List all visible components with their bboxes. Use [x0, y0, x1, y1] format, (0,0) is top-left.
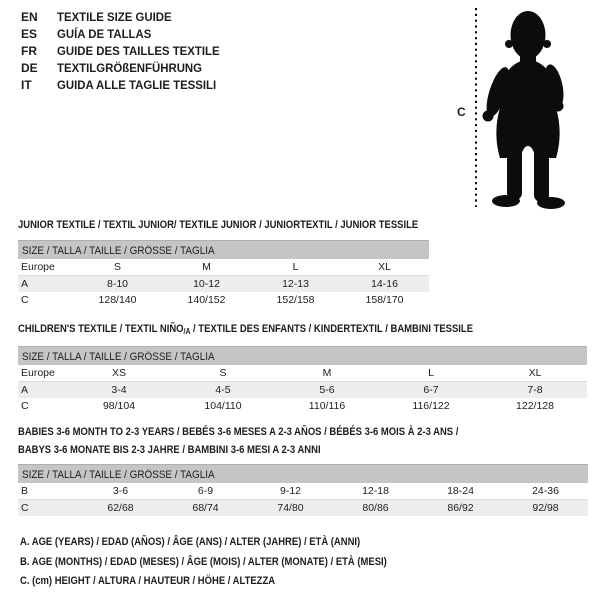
table-cell: 9-12 — [279, 485, 301, 497]
baby-silhouette — [482, 11, 567, 209]
table-row-age — [18, 276, 429, 293]
table-cell: 128/140 — [98, 294, 137, 306]
table-cell: 116/122 — [412, 400, 450, 412]
table-cell: S — [219, 367, 227, 379]
table-cell: 74/80 — [248, 500, 333, 517]
language-code: EN — [21, 10, 38, 24]
table-cell: 158/170 — [365, 294, 404, 306]
row-label: Europe — [21, 367, 55, 379]
table-cell: XL — [378, 261, 391, 273]
footnotes-block — [20, 532, 447, 591]
height-marker-label: C — [457, 105, 466, 119]
section-title-babies — [18, 423, 530, 458]
row-label: B — [21, 485, 29, 497]
table-row-age — [18, 382, 587, 399]
section-title-text: / TEXTILE DES ENFANTS / KINDERTEXTIL / BAMBINI TESSILE — [190, 323, 474, 335]
table-row-height — [18, 500, 588, 517]
size-header-cell: SIZE / TALLA / TAILLE / GRÖSSE / TAGLIA — [18, 465, 588, 484]
table-cell: 3-4 — [67, 382, 171, 399]
table-row-height — [18, 398, 587, 414]
table-cell: 24-36 — [532, 485, 559, 497]
table-cell: 14-16 — [340, 276, 429, 293]
table-cell: 7-8 — [483, 382, 587, 399]
table-cell: 6-7 — [379, 382, 483, 399]
language-row — [21, 60, 228, 77]
table-header-row — [18, 241, 429, 260]
table-cell: S — [113, 261, 121, 273]
table-cell: M — [322, 367, 332, 379]
section-title-text: BABIES 3-6 MONTH TO 2-3 YEARS / BEBÉS 3-6 MESES A 2-3 AÑOS / BÉBÉS 3-6 MOIS À 2-3 ANS / — [18, 426, 459, 438]
footnote-c: C. (cm) HEIGHT / ALTURA / HAUTEUR / HÖHE / ALTEZZA — [20, 575, 276, 587]
table-header-row — [18, 465, 588, 484]
babies-size-table — [18, 464, 588, 516]
table-cell: 62/68 — [78, 500, 163, 517]
baby-silhouette-figure — [450, 4, 580, 214]
table-cell: 68/74 — [163, 500, 248, 517]
table-cell: 3-6 — [112, 485, 129, 497]
footnote-a: A. AGE (YEARS) / EDAD (AÑOS) / ÂGE (ANS) / ALTER (JAHRE) / ETÀ (ANNI) — [20, 536, 361, 548]
table-cell: 152/158 — [276, 294, 315, 306]
section-title-text: CHILDREN'S TEXTILE / TEXTIL NIÑO — [18, 323, 184, 335]
row-label: Europe — [21, 261, 55, 273]
table-header-row — [18, 347, 587, 366]
table-cell: 4-5 — [171, 382, 275, 399]
table-cell: L — [428, 367, 434, 379]
language-code: DE — [21, 61, 38, 75]
size-header-cell: SIZE / TALLA / TAILLE / GRÖSSE / TAGLIA — [18, 241, 429, 260]
table-row-europe — [18, 365, 587, 382]
footnote-b: B. AGE (MONTHS) / EDAD (MESES) / ÂGE (MOIS) / ALTER (MONATE) / ETÀ (MESI) — [20, 555, 387, 568]
language-title: TEXTILGRÖßENFÜHRUNG — [57, 61, 203, 75]
table-cell: 5-6 — [275, 382, 379, 399]
language-code: ES — [21, 27, 38, 41]
language-code: IT — [21, 78, 32, 92]
children-size-table — [18, 346, 587, 414]
table-row-age-months — [18, 483, 588, 500]
table-cell: 92/98 — [503, 500, 588, 517]
table-cell: 8-10 — [73, 276, 162, 293]
language-code: FR — [21, 44, 37, 58]
table-cell: 140/152 — [187, 294, 226, 306]
table-row-europe — [18, 259, 429, 276]
table-cell: XS — [111, 367, 126, 379]
language-row — [21, 77, 228, 94]
row-label: A — [18, 276, 73, 293]
table-cell: 10-12 — [162, 276, 251, 293]
table-cell: M — [202, 261, 211, 273]
table-cell: L — [292, 261, 299, 273]
size-header-cell: SIZE / TALLA / TAILLE / GRÖSSE / TAGLIA — [18, 347, 587, 366]
language-title: TEXTILE SIZE GUIDE — [57, 10, 172, 24]
table-cell: 98/104 — [102, 400, 136, 412]
table-cell: 104/110 — [204, 400, 242, 412]
junior-size-table — [18, 240, 429, 308]
language-row — [21, 26, 228, 43]
table-cell: 80/86 — [333, 500, 418, 517]
row-label: A — [18, 382, 67, 399]
table-row-height — [18, 292, 429, 308]
language-title: GUÍA DE TALLAS — [57, 27, 152, 41]
table-cell: XL — [528, 367, 542, 379]
language-row — [21, 9, 228, 26]
section-title-text: JUNIOR TEXTILE / TEXTIL JUNIOR/ TEXTILE JUNIOR / JUNIORTEXTIL / JUNIOR TESSILE — [18, 219, 419, 231]
language-row — [21, 43, 228, 60]
table-cell: 6-9 — [197, 485, 214, 497]
table-cell: 86/92 — [418, 500, 503, 517]
language-title: GUIDA ALLE TAGLIE TESSILI — [57, 78, 217, 92]
section-title-children — [18, 319, 547, 337]
table-cell: 12-18 — [362, 485, 389, 497]
language-title-block — [21, 9, 228, 94]
row-label: C — [18, 500, 78, 517]
row-label: C — [21, 294, 29, 306]
table-cell: 110/116 — [308, 400, 346, 412]
language-title: GUIDE DES TAILLES TEXTILE — [57, 44, 220, 58]
table-cell: 12-13 — [251, 276, 340, 293]
row-label: C — [21, 400, 29, 412]
section-title-junior — [18, 215, 483, 233]
section-title-text: BABYS 3-6 MONATE BIS 2-3 JAHRE / BAMBINI 3-6 MESI A 2-3 ANNI — [18, 443, 321, 456]
section-title-subscript: /A — [183, 327, 191, 336]
table-cell: 122/128 — [516, 400, 554, 412]
table-cell: 18-24 — [447, 485, 474, 497]
